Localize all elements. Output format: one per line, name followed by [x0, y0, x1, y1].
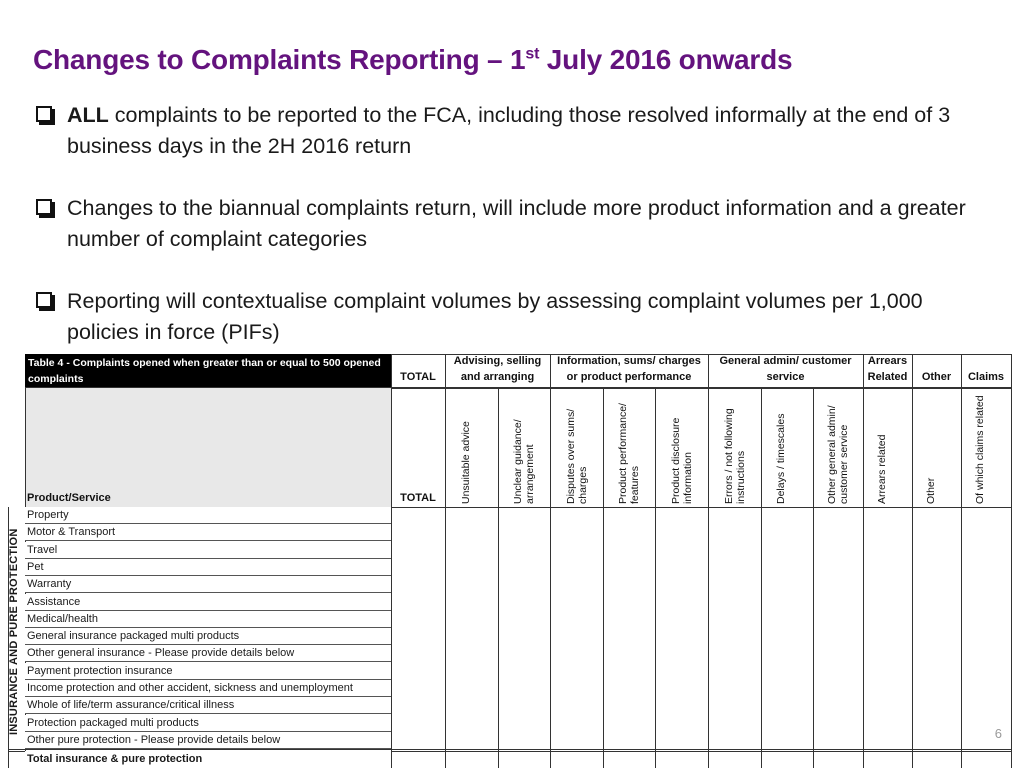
group-header: General admin/ customer service [719, 355, 852, 383]
table-row-label: Pet [25, 559, 391, 576]
grid-vline [550, 354, 551, 768]
bullet-text: complaints to be reported to the FCA, including those resolved informally at the end of 3 business days in the 2H 2016 return [67, 103, 951, 158]
grid-vline [708, 354, 709, 768]
column-header-4: Product performance/ features [617, 403, 641, 504]
grid-vline [391, 354, 392, 768]
column-header-11: Of which claims related [974, 395, 986, 504]
grid-vline [961, 354, 962, 768]
column-header-7: Delays / timescales [775, 413, 787, 504]
slide-title [33, 44, 792, 76]
bullet-text: Changes to the biannual complaints return, will include more product information and a greater number of complaint categories [67, 196, 966, 251]
table-row-label: General insurance packaged multi products [25, 628, 391, 645]
bullet-item-3 [33, 286, 983, 348]
column-header-5: Product disclosure information [669, 417, 694, 504]
column-header-8: Other general admin/ customer service [826, 405, 850, 504]
grid-vline [813, 354, 814, 768]
total-header: TOTAL [400, 371, 436, 383]
group-header: Information, sums/ charges or product performance [557, 355, 701, 383]
group-header: Advising, selling and arranging [453, 355, 542, 383]
checkbox-bullet-icon [36, 199, 52, 215]
grid-vline [761, 354, 762, 768]
total-column-header: TOTAL [400, 492, 436, 504]
column-header-1: Unsuitable advice [459, 421, 472, 504]
grid-vline [445, 354, 446, 768]
table-row-label: Income protection and other accident, sickness and unemployment [25, 680, 391, 697]
checkbox-bullet-icon [36, 106, 52, 122]
column-header-9: Arrears related [875, 434, 888, 504]
grid-vline [1011, 354, 1012, 768]
bullet-text: Reporting will contextualise complaint volumes by assessing complaint volumes per 1,000 policies in force (PIFs) [67, 289, 923, 344]
column-header-2: Unclear guidance/ arrangement [512, 419, 536, 504]
group-header: Other [921, 371, 952, 383]
group-header: Claims [967, 371, 1005, 383]
checkbox-bullet-icon [36, 292, 52, 308]
grid-vline [655, 354, 656, 768]
table-row-label: Medical/health [25, 611, 391, 628]
title-superscript: st [525, 45, 540, 63]
bullet-item-1 [33, 100, 983, 162]
column-header-6: Errors / not following instructions [722, 408, 747, 504]
title-main: Changes to Complaints Reporting – 1 [33, 44, 526, 75]
product-service-header: Product/Service [27, 492, 111, 504]
grid-hline [8, 749, 1011, 750]
product-column-background [25, 387, 392, 507]
table-row-label: Assistance [25, 594, 391, 611]
table-row-label: Other general insurance - Please provide details below [25, 645, 391, 662]
grid-vline [498, 354, 499, 768]
table-title: Table 4 - Complaints opened when greater than or equal to 500 opened complaints [25, 354, 391, 387]
table-row-label: Motor & Transport [25, 524, 391, 541]
table-row-label: Warranty [25, 576, 391, 593]
grid-hline [391, 388, 1011, 389]
column-header-10: Other [924, 477, 937, 504]
section-label: INSURANCE AND PURE PROTECTION [8, 528, 20, 735]
grid-vline [603, 354, 604, 768]
group-header: Arrears Related [867, 355, 908, 383]
title-end: July 2016 onwards [539, 44, 793, 75]
table-row-label: Protection packaged multi products [25, 715, 391, 732]
grid-vline [912, 354, 913, 768]
column-header-3: Disputes over sums/ charges [564, 408, 589, 504]
total-row-label: Total insurance & pure protection [25, 751, 391, 768]
page-number: 6 [994, 726, 1002, 741]
bullet-list [33, 100, 983, 379]
grid-vline [863, 354, 864, 768]
table-row-label: Property [25, 507, 391, 524]
table-row-label: Whole of life/term assurance/critical illness [25, 697, 391, 714]
bullet-item-2 [33, 193, 983, 255]
table-row-label: Payment protection insurance [25, 663, 391, 680]
table-row-label: Travel [25, 542, 391, 559]
table-row-label: Other pure protection - Please provide details below [25, 732, 391, 749]
bullet-bold: ALL [67, 103, 109, 127]
